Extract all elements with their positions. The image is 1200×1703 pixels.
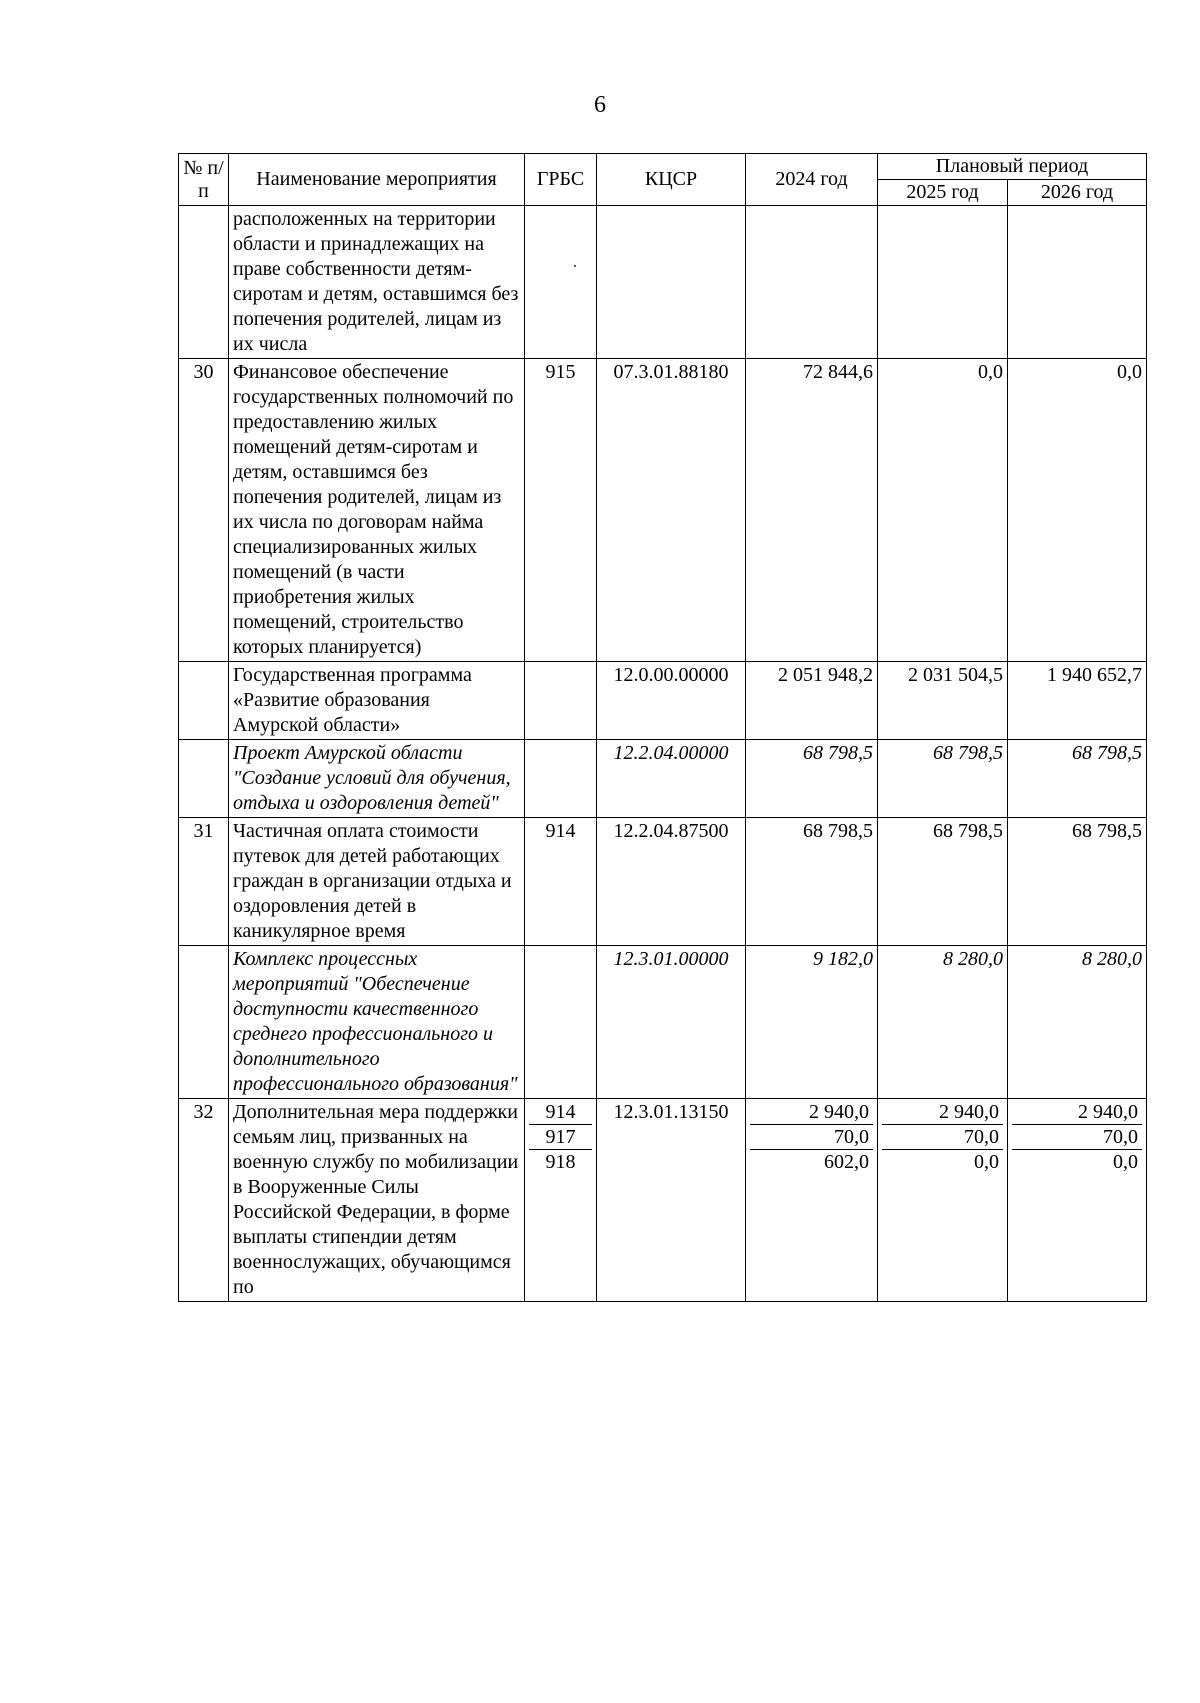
page-number: 6: [594, 92, 606, 118]
grbs-line: 918: [545, 1151, 576, 1173]
amount-line: 602,0: [824, 1151, 869, 1173]
row-kcsr: 12.2.04.00000: [597, 740, 746, 818]
row-2024: 9 182,0: [746, 946, 878, 1099]
amount-line: 0,0: [1113, 1151, 1139, 1173]
program-row: [179, 662, 1147, 740]
header-kcsr: КЦСР: [597, 154, 746, 206]
row-2026: 68 798,5: [1008, 818, 1147, 946]
amount-line: 70,0: [1012, 1125, 1142, 1150]
header-grbs: ГРБС: [525, 154, 597, 206]
header-num: № п/п: [179, 154, 229, 206]
row-2026: 8 280,0: [1008, 946, 1147, 1099]
header-2024: 2024 год: [746, 154, 878, 206]
row-name: Финансовое обеспечение государственных полномочий по предоставлению жилых помещений детям-сиротам и детям, оставшимся без попечения родителей, лицам из их числа по договорам найма специализированных жилых помещений (в части приобретения жилых помещений, строительство которых планируется): [229, 359, 525, 662]
row-grbs: 914: [525, 818, 597, 946]
row-kcsr: 12.3.01.13150: [597, 1099, 746, 1302]
row-2024: [746, 1099, 878, 1302]
amount-line: 70,0: [882, 1125, 1003, 1150]
grbs-line: 917: [529, 1125, 592, 1150]
row-name: Частичная оплата стоимости путевок для детей работающих граждан в организации отдыха и оздоровления детей в каникулярное время: [229, 818, 525, 946]
row-name: расположенных на территории области и принадлежащих на праве собственности детям-сиротам и детям, оставшимся без попечения родителей, лицам из их числа: [229, 206, 525, 359]
amount-line: 2 940,0: [882, 1100, 1003, 1125]
row-2024: 68 798,5: [746, 818, 878, 946]
row-2024: 72 844,6: [746, 359, 878, 662]
header-planned-period: Плановый период: [878, 154, 1147, 180]
grbs-line: 914: [529, 1100, 592, 1125]
amount-line: 2 940,0: [750, 1100, 873, 1125]
row-num: 31: [179, 818, 229, 946]
row-2026: 1 940 652,7: [1008, 662, 1147, 740]
header-2025: 2025 год: [878, 180, 1008, 206]
row-grbs: [525, 1099, 597, 1302]
complex-row: [179, 946, 1147, 1099]
table-row: [179, 206, 1147, 359]
row-kcsr: 12.2.04.87500: [597, 818, 746, 946]
row-name: Государственная программа «Развитие образования Амурской области»: [229, 662, 525, 740]
row-name: Комплекс процессных мероприятий "Обеспечение доступности качественного среднего профессионального и дополнительного профессионального образования": [229, 946, 525, 1099]
row-name: Проект Амурской области "Создание условий для обучения, отдыха и оздоровления детей": [229, 740, 525, 818]
row-num: 32: [179, 1099, 229, 1302]
table-row: [179, 1099, 1147, 1302]
row-2025: [878, 1099, 1008, 1302]
table-row: [179, 359, 1147, 662]
row-2025: 0,0: [878, 359, 1008, 662]
amount-line: 2 940,0: [1012, 1100, 1142, 1125]
amount-line: 70,0: [750, 1125, 873, 1150]
row-2026: 68 798,5: [1008, 740, 1147, 818]
row-2026: 0,0: [1008, 359, 1147, 662]
row-num: 30: [179, 359, 229, 662]
budget-table: [178, 153, 1147, 1302]
project-row: [179, 740, 1147, 818]
row-2024: 68 798,5: [746, 740, 878, 818]
amount-line: 0,0: [974, 1151, 999, 1173]
row-2024: 2 051 948,2: [746, 662, 878, 740]
row-name: Дополнительная мера поддержки семьям лиц, призванных на военную службу по мобилизации в Вооруженные Силы Российской Федерации, в форме выплаты стипендии детям военнослужащих, обучающимся по: [229, 1099, 525, 1302]
table-row: [179, 818, 1147, 946]
row-kcsr: 07.3.01.88180: [597, 359, 746, 662]
header-name: Наименование мероприятия: [229, 154, 525, 206]
row-2026: [1008, 1099, 1147, 1302]
row-2025: 2 031 504,5: [878, 662, 1008, 740]
row-kcsr: 12.3.01.00000: [597, 946, 746, 1099]
row-grbs: 915: [525, 359, 597, 662]
row-2025: 68 798,5: [878, 818, 1008, 946]
row-2025: 8 280,0: [878, 946, 1008, 1099]
row-2025: 68 798,5: [878, 740, 1008, 818]
header-row: [179, 154, 1147, 180]
row-kcsr: 12.0.00.00000: [597, 662, 746, 740]
header-2026: 2026 год: [1008, 180, 1147, 206]
